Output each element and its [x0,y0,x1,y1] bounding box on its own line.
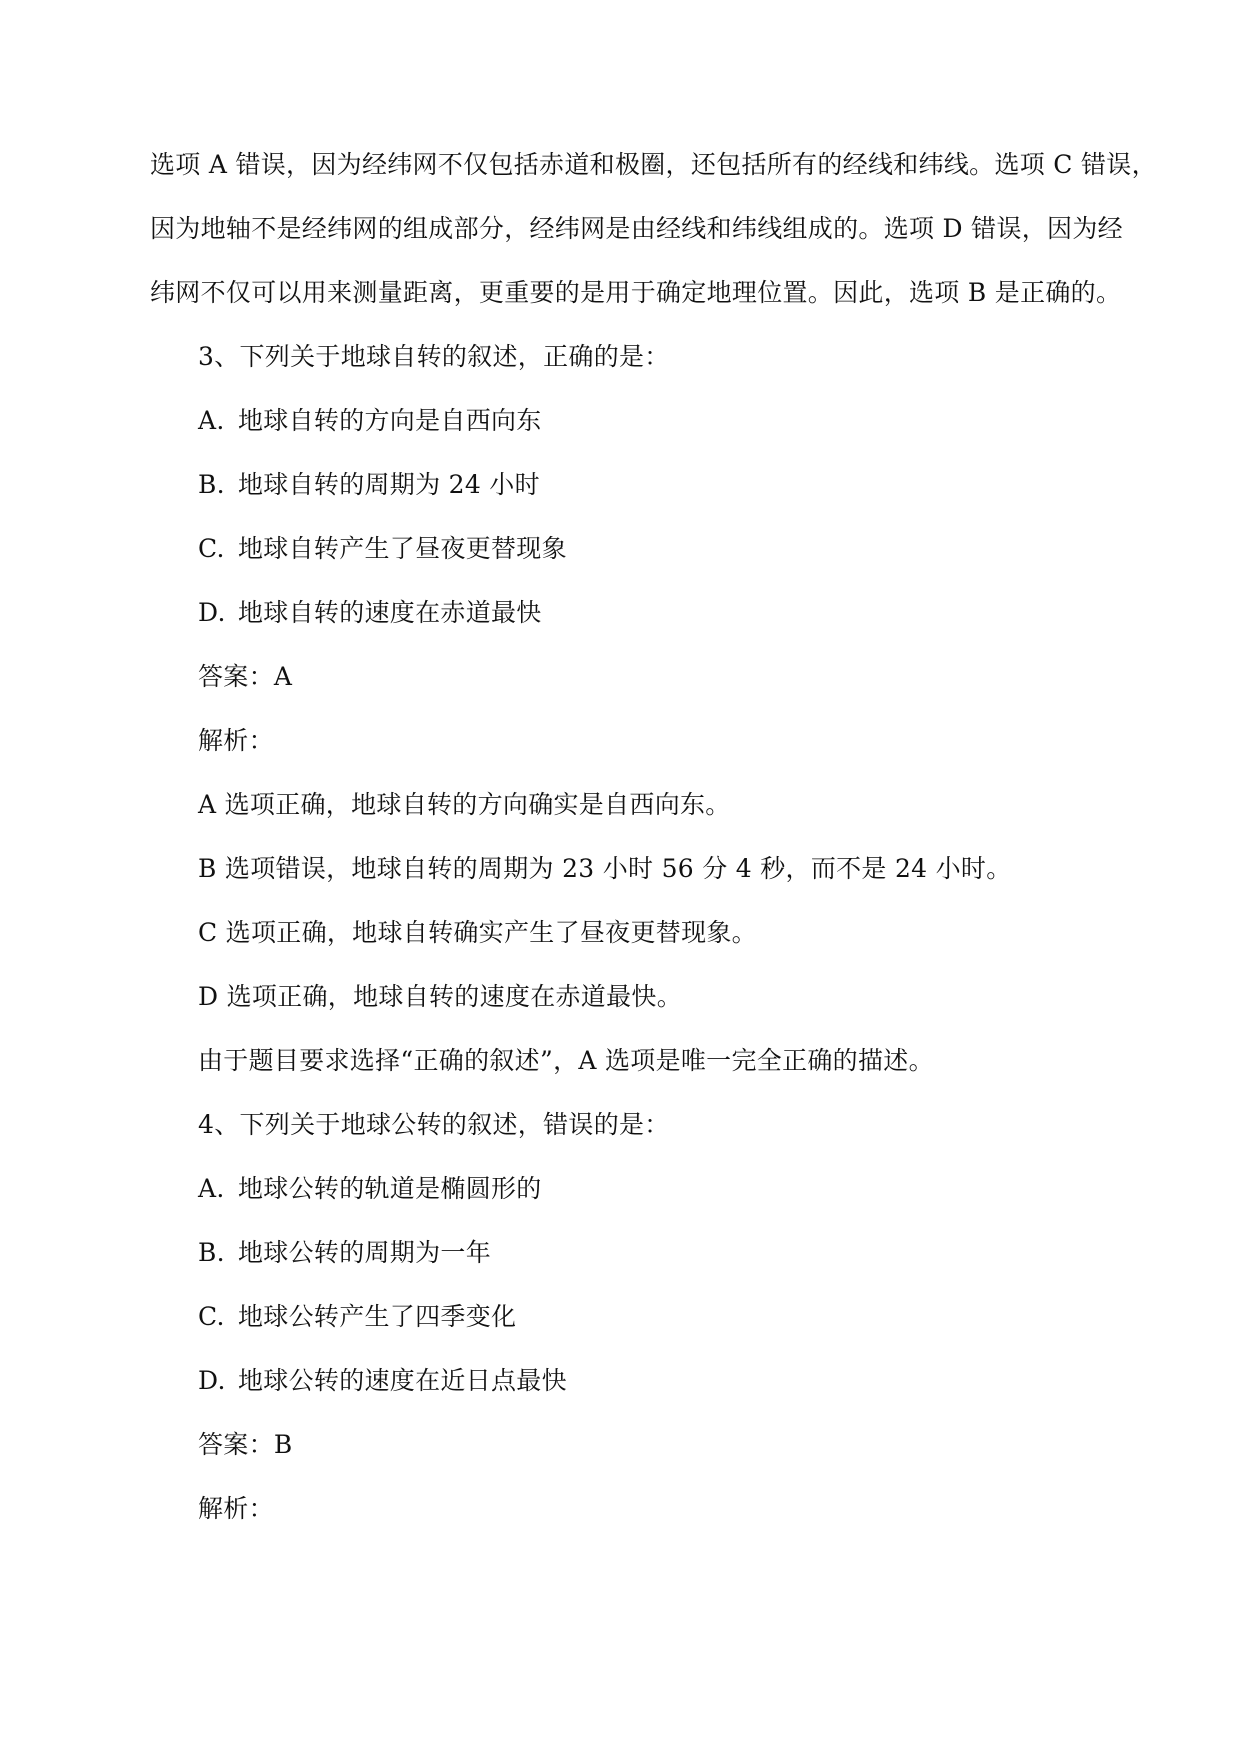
q3-analysis-line: C 选项正确，地球自转确实产生了昼夜更替现象。 [198,918,757,947]
paragraph-line: 选项 A 错误，因为经纬网不仅包括赤道和极圈，还包括所有的经线和纬线。选项 C 错误， [150,150,1157,179]
option-text: 地球自转的速度在赤道最快 [238,598,542,627]
question-3-title: 3、下列关于地球自转的叙述，正确的是： [198,342,670,371]
option-text: 地球公转的周期为一年 [238,1238,492,1267]
option-label: B. [198,1238,225,1267]
q3-analysis-line: D 选项正确，地球自转的速度在赤道最快。 [198,982,682,1011]
q4-option-c [198,1300,516,1334]
q3-answer: 答案：A [198,662,293,691]
q4-answer: 答案：B [198,1430,293,1459]
q4-option-a [198,1172,542,1206]
option-text: 地球公转产生了四季变化 [238,1302,517,1331]
q3-analysis-title: 解析： [198,726,274,755]
q3-option-a [198,404,542,438]
question-4-title: 4、下列关于地球公转的叙述，错误的是： [198,1110,670,1139]
q4-option-b [198,1236,491,1270]
q3-analysis-line: A 选项正确，地球自转的方向确实是自西向东。 [198,790,731,819]
q3-option-d [198,596,542,630]
option-text: 地球自转产生了昼夜更替现象 [238,534,567,563]
option-label: A. [198,1174,225,1203]
q3-option-b [198,468,540,502]
option-text: 地球自转的方向是自西向东 [238,406,542,435]
option-label: C. [198,1302,225,1331]
option-text: 地球公转的轨道是椭圆形的 [238,1174,542,1203]
q3-analysis-line: B 选项错误，地球自转的周期为 23 小时 56 分 4 秒，而不是 24 小时。 [198,854,1012,883]
option-label: D. [198,598,226,627]
q3-option-c [198,532,567,566]
option-label: B. [198,470,225,499]
option-text: 地球公转的速度在近日点最快 [238,1366,567,1395]
q4-option-d [198,1364,567,1398]
option-label: D. [198,1366,226,1395]
paragraph-line: 因为地轴不是经纬网的组成部分，经纬网是由经线和纬线组成的。选项 D 错误，因为经 [150,214,1123,243]
q3-analysis-line: 由于题目要求选择“正确的叙述”，A 选项是唯一完全正确的描述。 [198,1046,934,1075]
option-label: A. [198,406,225,435]
paragraph-line: 纬网不仅可以用来测量距离，更重要的是用于确定地理位置。因此，选项 B 是正确的。 [150,278,1122,307]
q4-analysis-title: 解析： [198,1494,274,1523]
option-label: C. [198,534,225,563]
option-text: 地球自转的周期为 24 小时 [238,470,540,499]
